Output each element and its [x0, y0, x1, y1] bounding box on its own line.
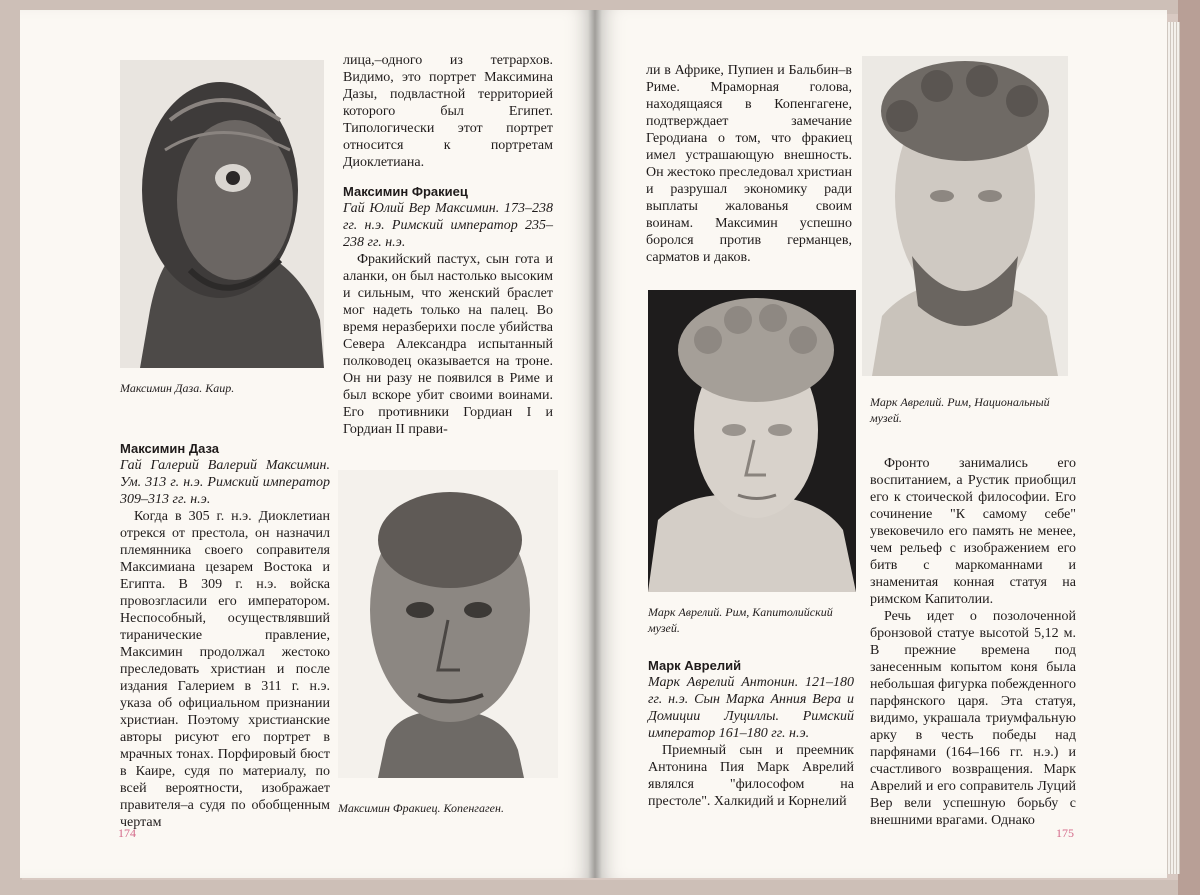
body-statue: Речь идет о позолоченной бронзовой статуе высотой 5,12 м. В прежние времена под занесенным копытом коня была небольшая фигурка побежденного парфянского царя. Эта статуя, видимо, украшала триумфальную арку в честь победы над парфянами (164–166 гг. н.э.) и счастливого возвращения. Марк Аврелий и его соправитель Луций Вер вели успешную борьбу с внешними врагами. Однако [870, 609, 1076, 828]
body-maximinus-daza: Когда в 305 г. н.э. Диоклетиан отрекся от престола, он назначил племянника своего соправителя Максимиана цезарем Востока и Египта. В 309 г. н.э. войска провозгласили его императором. Неспособный, осуществлявший тиранические правление, Максимин продолжал жестоко преследовать христиан и после издания Галерием в 311 г. н.э. указа об официальном признании христиан. Поэтому христианские авторы рисуют его портрет в мрачных тонах. Порфировый бюст в Каире, судя по материалу, по всей вероятности, изображает правителя–а судя по обобщенным чертам [120, 509, 330, 830]
book-gutter [588, 10, 602, 878]
subtitle-maximinus-thrax: Гай Юлий Вер Максимин. 173–238 гг. н.э. Римский император 235–238 гг. н.э. [343, 201, 553, 250]
right-column-1 [646, 62, 852, 266]
body-marcus-aurelius: Приемный сын и преемник Антонина Пия Марк Аврелий являлся "философом на престоле". Халкидий и Корнелий [648, 743, 854, 809]
heading-marcus-aurelius: Марк Аврелий [648, 658, 742, 673]
heading-maximinus-thrax: Максимин Фракиец [343, 184, 468, 199]
continued-text-right-top: ли в Африке, Пупиен и Бальбин–в Риме. Мраморная голова, находящаяся в Копенгагене, подтверждает замечание Геродиана о том, что фракиец имел устрашающую внешность. Он жестоко преследовал христиан и разрушал экономику ради выплаты жалованья своим воинам. Максимин успешно боролся против германцев, сарматов и даков. [646, 63, 852, 265]
subtitle-marcus-aurelius: Марк Аврелий Антонин. 121–180 гг. н.э. Сын Марка Анния Вера и Домиции Луциллы. Римский император 161–180 гг. н.э. [648, 675, 854, 741]
body-maximinus-thrax: Фракийский пастух, сын гота и аланки, он был настолько высоким и сильным, что женский браслет мог надеть только на палец. Во время неразберихи после убийства Севера Александра испытанный полководец оказывается на троне. Он ни разу не появился в Риме и был вскоре убит своими воинами. Его противники Гордиан I и Гордиан II прави- [343, 252, 553, 437]
page-number-right: 175 [1056, 826, 1074, 840]
photo-marcus-aurelius-young [648, 290, 856, 592]
book-cover-left [0, 0, 22, 895]
photo-maximinus-thrax [338, 470, 558, 778]
caption-marcus-aurelius-capitoline: Марк Аврелий. Рим, Капитолийский музей. [648, 605, 833, 635]
left-column-2 [343, 52, 553, 438]
caption-maximinus-thrax: Максимин Фракиец. Копенгаген. [338, 801, 504, 815]
caption-maximinus-daza: Максимин Даза. Каир. [120, 381, 235, 395]
book-cover-right [1178, 0, 1200, 895]
photo-marcus-aurelius-bearded [862, 56, 1068, 376]
book-cover-bottom [0, 880, 1200, 895]
continued-text-top: лица,–одного из тетрархов. Видимо, это портрет Максимина Дазы, подвластной территорией которого был Египет. Типологически этот портрет относится к портретам Диоклетиана. [343, 53, 553, 170]
page-number-left: 174 [118, 826, 136, 840]
heading-maximinus-daza: Максимин Даза [120, 441, 220, 456]
right-column-2 [870, 455, 1076, 829]
body-fronto: Фронто занимались его воспитанием, а Рустик приобщил его к стоической философии. Его сочинение "К самому себе" увековечило его память не менее, чем рельеф с изображением его битв с маркоманнами и знаменитая конная статуя на римском Капитолии. [870, 456, 1076, 607]
left-column-1 [120, 428, 330, 831]
subtitle-maximinus-daza: Гай Галерий Валерий Максимин. Ум. 313 г. н.э. Римский император 309–313 гг. н.э. [120, 458, 330, 507]
right-column-1-lower [648, 645, 854, 810]
photo-maximinus-daza [120, 60, 324, 368]
caption-marcus-aurelius-national: Марк Аврелий. Рим, Национальный музей. [870, 395, 1050, 425]
